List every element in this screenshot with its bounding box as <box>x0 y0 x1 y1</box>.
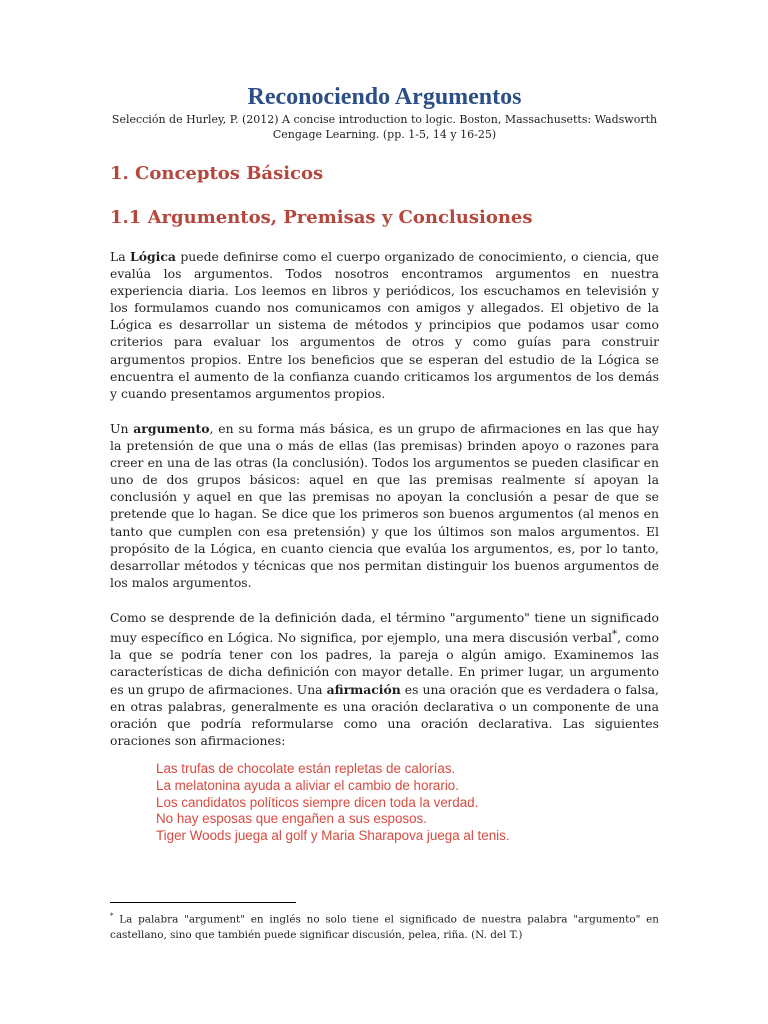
example-statement: Las trufas de chocolate están repletas de calorías. <box>156 761 456 776</box>
bold-term: Lógica <box>130 249 176 264</box>
paragraph-logica <box>110 248 659 402</box>
example-statement: Los candidatos políticos siempre dicen toda la verdad. <box>156 794 479 810</box>
paragraph-text: Como se desprende de la definición dada, el término "argumento" tiene un significado muy específico en Lógica. No significa, por ejemplo, una mera discusión verbal <box>110 610 659 646</box>
paragraph-argumento <box>110 420 659 591</box>
paragraph-text: Un <box>110 421 134 436</box>
document-title: Reconociendo Argumentos <box>247 84 522 110</box>
paragraph-text: puede definirse como el cuerpo organizado de conocimiento, o ciencia, que evalúa los argumentos. Todos nosotros encontramos argumentos en nuestra experiencia diaria. Los leemos en libros y periódicos, los escuchamos en televisión y los formulamos cuando nos comunicamos con amigos y allegados. El objetivo de la Lógica es desarrollar un sistema de métodos y principios que podamos usar como criterios para evaluar los argumentos de otros y como guías para construir argumentos propios. Entre los beneficios que se esperan del estudio de la Lógica se encuentra el aumento de la confianza cuando criticamos los argumentos de los demás y cuando presentamos argumentos propios. <box>110 249 659 401</box>
paragraph-text: , como la que se podría tener con los padres, la pareja o algún amigo. Examinemos las características de dicha definición con mayor detalle. En primer lugar, un argumento es un grupo de afirmaciones. Una <box>110 630 659 697</box>
paragraph-text: La <box>110 249 131 264</box>
paragraph-afirmacion <box>110 609 659 749</box>
footnote-divider <box>110 902 296 903</box>
footnote-reference[interactable]: * <box>611 628 618 641</box>
footnote <box>110 909 659 943</box>
footnote-text: La palabra "argument" en inglés no solo tiene el significado de nuestra palabra "argumento" en castellano, sino que también puede significar discusión, pelea, riña. (N. del T.) <box>110 913 659 941</box>
example-statement: Tiger Woods juega al golf y Maria Sharapova juega al tenis. <box>156 828 510 844</box>
example-statement: No hay esposas que engañen a sus esposos. <box>156 811 427 827</box>
bold-term: afirmación <box>326 681 401 697</box>
example-statement: La melatonina ayuda a aliviar el cambio de horario. <box>156 777 459 793</box>
example-statements-list <box>156 761 510 845</box>
paragraph-text: es una oración que es verdadera o falsa, en otras palabras, generalmente es una oración declarativa o un componente de una oración que podría reformularse como una oración declarativa. Las siguientes oraciones son afirmaciones: <box>110 681 659 748</box>
section-heading: 1. Conceptos Básicos <box>110 163 324 184</box>
footnote-mark: * <box>110 912 114 920</box>
paragraph-text: , en su forma más básica, es un grupo de afirmaciones en las que hay la pretensión de que una o más de ellas (las premisas) brinden apoyo o razones para creer en una de las otras (la conclusión). Todos los argumentos se pueden clasificar en uno de dos grupos básicos: aquel en que las premisas realmente sí apoyan la conclusión y aquel en que las premisas no apoyan la conclusión a pesar de que se pretende que lo hagan. Se dice que los primeros son buenos argumentos (al menos en tanto que cumplen con esa pretensión) y que los últimos son malos argumentos. El propósito de la Lógica, en cuanto ciencia que evalúa los argumentos, es, por lo tanto, desarrollar métodos y técnicas que nos permitan distinguir los buenos argumentos de los malos argumentos. <box>110 421 659 590</box>
subsection-heading: 1.1 Argumentos, Premisas y Conclusiones <box>110 207 533 228</box>
bold-term: argumento <box>133 421 210 436</box>
source-citation: Selección de Hurley, P. (2012) A concise introduction to logic. Boston, Massachusetts: Wadsworth Cengage Learning. (pp. 1-5, 14 y 16-25) <box>111 113 658 141</box>
